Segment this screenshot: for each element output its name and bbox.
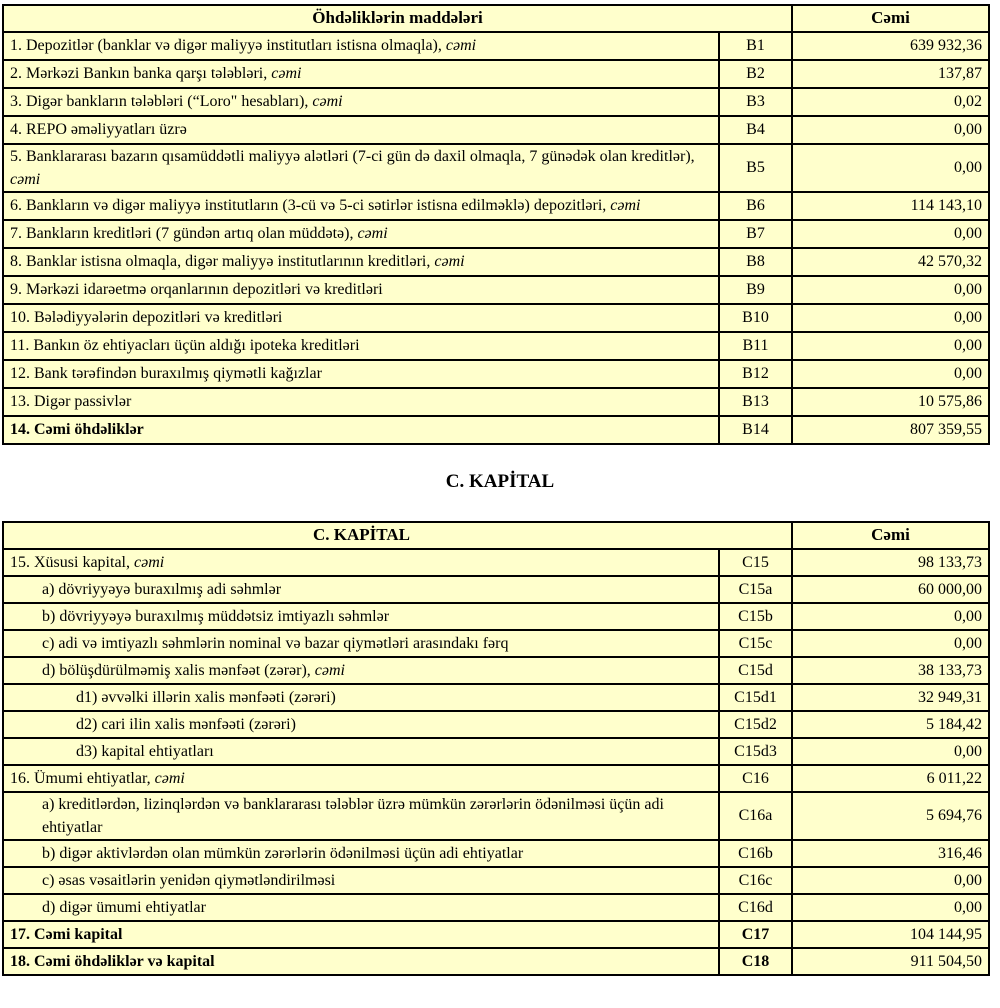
table-row [3,360,989,388]
row-value: 32 949,31 [792,684,989,711]
row-value: 0,00 [792,276,989,304]
row-label: 16. Ümumi ehtiyatlar, cəmi [3,765,719,792]
table-row [3,738,989,765]
liabilities-table [2,4,990,445]
row-value: 911 504,50 [792,948,989,975]
row-label: 12. Bank tərəfindən buraxılmış qiymətli kağızlar [3,360,719,388]
row-label: 1. Depozitlər (banklar və digər maliyyə institutları istisna olmaqla), cəmi [3,32,719,60]
capital-header-total: Cəmi [792,522,989,549]
liabilities-header-total: Cəmi [792,5,989,32]
row-code: C15d1 [719,684,792,711]
row-value: 10 575,86 [792,388,989,416]
table-row [3,603,989,630]
row-value: 0,00 [792,144,989,192]
row-label: d2) cari ilin xalis mənfəəti (zərəri) [3,711,719,738]
table-row [3,248,989,276]
row-code: C15d [719,657,792,684]
row-code: B6 [719,192,792,220]
row-label: d3) kapital ehtiyatları [3,738,719,765]
row-label: d1) əvvəlki illərin xalis mənfəəti (zərəri) [3,684,719,711]
capital-header-title: C. KAPİTAL [3,522,792,549]
row-label: b) dövriyyəyə buraxılmış müddətsiz imtiyazlı səhmlər [3,603,719,630]
row-label: 8. Banklar istisna olmaqla, digər maliyyə institutlarının kreditləri, cəmi [3,248,719,276]
capital-table [2,521,990,976]
row-label: d) digər ümumi ehtiyatlar [3,894,719,921]
row-label: c) adi və imtiyazlı səhmlərin nominal və bazar qiymətləri arasındakı fərq [3,630,719,657]
row-value: 60 000,00 [792,576,989,603]
table-row [3,894,989,921]
liabilities-header-title: Öhdəliklərin maddələri [3,5,792,32]
row-label: c) əsas vəsaitlərin yenidən qiymətləndirilməsi [3,867,719,894]
row-value: 0,00 [792,360,989,388]
row-code: C16d [719,894,792,921]
row-label: a) kreditlərdən, lizinqlərdən və banklararası tələblər üzrə mümkün zərərlərin ödənilməsi üçün adi ehtiyatlar [3,792,719,840]
row-code: B1 [719,32,792,60]
table-row [3,948,989,975]
row-code: C17 [719,921,792,948]
table-row [3,192,989,220]
section-title: C. KAPİTAL [445,471,555,493]
row-label: 17. Cəmi kapital [3,921,719,948]
row-value: 316,46 [792,840,989,867]
table-row [3,276,989,304]
row-code: B13 [719,388,792,416]
table-row [3,116,989,144]
row-code: B8 [719,248,792,276]
row-label: 3. Digər bankların tələbləri (“Loro" hesabları), cəmi [3,88,719,116]
header-row [3,522,989,549]
row-value: 5 184,42 [792,711,989,738]
row-label: 13. Digər passivlər [3,388,719,416]
table-row [3,32,989,60]
table-row [3,711,989,738]
header-row [3,5,989,32]
row-code: C15b [719,603,792,630]
row-value: 0,00 [792,220,989,248]
table-row [3,630,989,657]
row-code: C16a [719,792,792,840]
row-code: B12 [719,360,792,388]
row-value: 0,00 [792,304,989,332]
table-row [3,220,989,248]
table-row [3,867,989,894]
table-row [3,388,989,416]
row-code: B9 [719,276,792,304]
row-code: B10 [719,304,792,332]
row-label: 14. Cəmi öhdəliklər [3,416,719,444]
row-code: B11 [719,332,792,360]
row-value: 0,02 [792,88,989,116]
row-code: C15c [719,630,792,657]
table-row [3,840,989,867]
row-label: 7. Bankların kreditləri (7 gündən artıq olan müddətə), cəmi [3,220,719,248]
row-value: 0,00 [792,603,989,630]
row-code: B7 [719,220,792,248]
row-code: C15a [719,576,792,603]
table-row [3,60,989,88]
liabilities-table-body [3,32,989,444]
row-value: 807 359,55 [792,416,989,444]
row-value: 0,00 [792,894,989,921]
row-code: C16c [719,867,792,894]
row-value: 38 133,73 [792,657,989,684]
row-value: 639 932,36 [792,32,989,60]
table-row [3,921,989,948]
row-label: 10. Bələdiyyələrin depozitləri və kreditləri [3,304,719,332]
row-code: C18 [719,948,792,975]
capital-table-body [3,549,989,975]
table-row [3,765,989,792]
row-value: 0,00 [792,116,989,144]
row-code: B5 [719,144,792,192]
row-label: 5. Banklararası bazarın qısamüddətli maliyyə alətləri (7-ci gün də daxil olmaqla, 7 günədək olan kreditlər), cəmi [3,144,719,192]
row-value: 0,00 [792,332,989,360]
table-row [3,304,989,332]
row-value: 0,00 [792,738,989,765]
row-value: 104 144,95 [792,921,989,948]
row-label: 15. Xüsusi kapital, cəmi [3,549,719,576]
table-row [3,88,989,116]
row-code: C15d3 [719,738,792,765]
table-row [3,144,989,192]
row-value: 114 143,10 [792,192,989,220]
row-code: C15d2 [719,711,792,738]
row-label: 9. Mərkəzi idarəetmə orqanlarının depozitləri və kreditləri [3,276,719,304]
row-label: d) bölüşdürülməmiş xalis mənfəət (zərər), cəmi [3,657,719,684]
row-code: C16 [719,765,792,792]
row-value: 98 133,73 [792,549,989,576]
row-value: 6 011,22 [792,765,989,792]
row-code: C15 [719,549,792,576]
table-row [3,684,989,711]
table-row [3,549,989,576]
row-value: 137,87 [792,60,989,88]
row-code: B4 [719,116,792,144]
table-row [3,416,989,444]
liabilities-table-header [3,5,989,32]
row-label: a) dövriyyəyə buraxılmış adi səhmlər [3,576,719,603]
row-label: 6. Bankların və digər maliyyə institutların (3-cü və 5-ci sətirlər istisna edilməklə) depozitləri, cəmi [3,192,719,220]
capital-table-header [3,522,989,549]
table-row [3,576,989,603]
row-value: 0,00 [792,630,989,657]
row-label: b) digər aktivlərdən olan mümkün zərərlərin ödənilməsi üçün adi ehtiyatlar [3,840,719,867]
row-label: 2. Mərkəzi Bankın banka qarşı tələbləri, cəmi [3,60,719,88]
row-value: 5 694,76 [792,792,989,840]
row-code: B3 [719,88,792,116]
row-label: 11. Bankın öz ehtiyacları üçün aldığı ipoteka kreditləri [3,332,719,360]
row-label: 4. REPO əməliyyatları üzrə [3,116,719,144]
row-value: 0,00 [792,867,989,894]
row-code: C16b [719,840,792,867]
row-code: B14 [719,416,792,444]
row-value: 42 570,32 [792,248,989,276]
table-row [3,792,989,840]
table-row [3,332,989,360]
row-code: B2 [719,60,792,88]
table-row [3,657,989,684]
row-label: 18. Cəmi öhdəliklər və kapital [3,948,719,975]
